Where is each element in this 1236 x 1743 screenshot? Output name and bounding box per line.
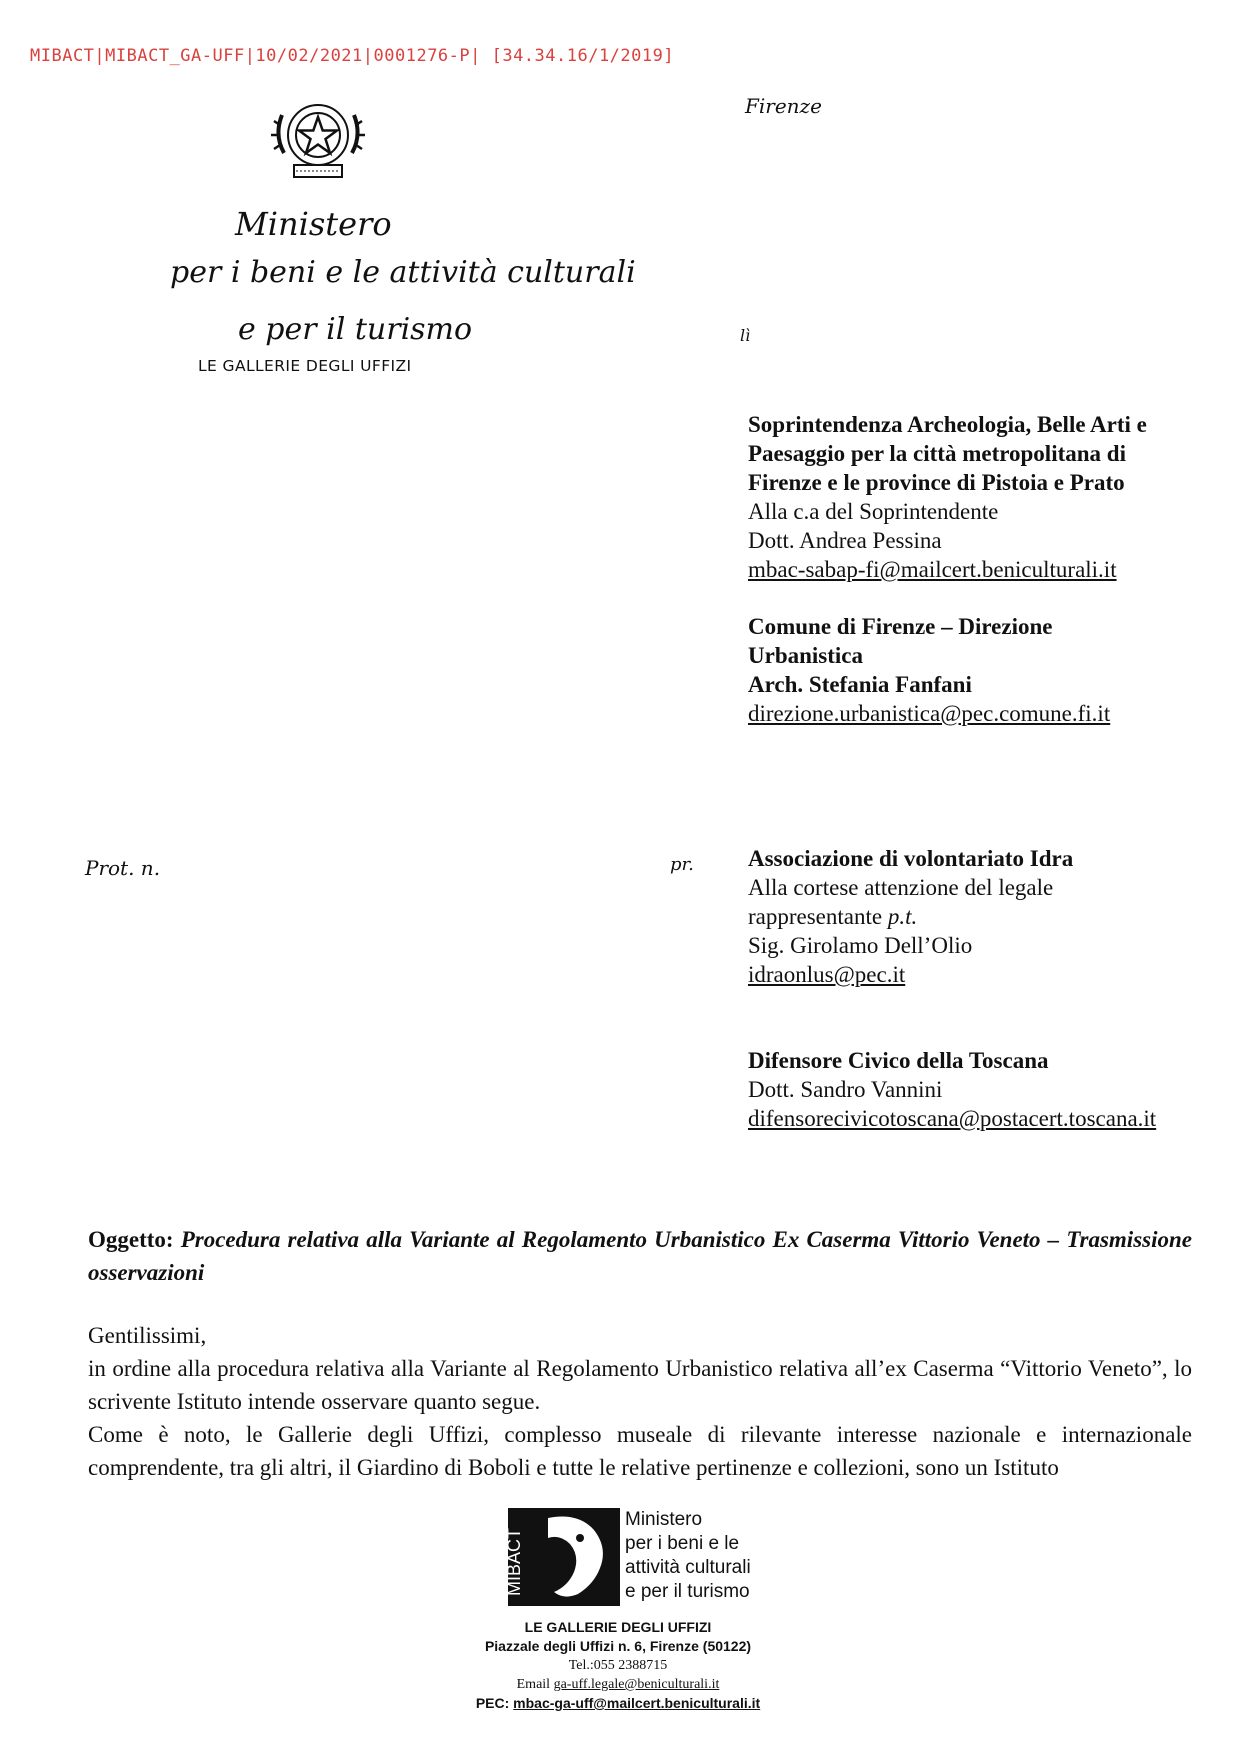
footer-email-label: Email (516, 1677, 554, 1692)
protocol-stamp: MIBACT|MIBACT_GA-UFF|10/02/2021|0001276-P| [34.34.16/1/2019] (30, 46, 675, 66)
pr-mark: pr. (670, 854, 694, 875)
footer-ministry (625, 1508, 751, 1604)
recipient-name-line: Paesaggio per la città metropolitana di (748, 441, 1126, 466)
footer-email-line (360, 1675, 876, 1694)
recipient-soprintendenza (748, 410, 1218, 584)
footer-ministry-line: Ministero (625, 1509, 703, 1530)
letter-body (88, 1223, 1192, 1484)
recipient-name-line: Comune di Firenze – Direzione (748, 614, 1053, 639)
recipient-email[interactable]: idraonlus@pec.it (748, 962, 906, 987)
footer-ministry-line: attività culturali (625, 1557, 751, 1578)
recipient-name-line: Arch. Stefania Fanfani (748, 672, 972, 697)
footer-address-block (360, 1618, 876, 1713)
recipient-name-line: Soprintendenza Archeologia, Belle Arti e (748, 412, 1147, 437)
recipient-name-line: Urbanistica (748, 643, 863, 668)
footer-tel: Tel.:055 2388715 (568, 1658, 668, 1673)
footer-logo-text: MIBACT (504, 1527, 524, 1596)
footer-email[interactable]: ga-uff.legale@beniculturali.it (553, 1677, 720, 1692)
recipient-name: Difensore Civico della Toscana (748, 1048, 1049, 1073)
recipient-email[interactable]: mbac-sabap-fi@mailcert.beniculturali.it (748, 557, 1117, 582)
subject-line (88, 1223, 1192, 1289)
paragraph-1: in ordine alla procedura relativa alla Variante al Regolamento Urbanistico relativa all’ex Caserma “Vittorio Veneto”, lo scrivente Istituto intende osservare quanto segue. (88, 1356, 1192, 1414)
ministry-line-1: Ministero (235, 205, 392, 243)
recipient-person: Dott. Sandro Vannini (748, 1077, 943, 1102)
greeting: Gentilissimi, (88, 1323, 207, 1348)
recipient-attention-2 (748, 902, 1073, 931)
mibact-logo-icon (504, 1508, 620, 1606)
attention-prefix: rappresentante (748, 904, 888, 929)
protocol-number-mark: Prot. n. (85, 856, 161, 880)
footer-pec-label: PEC: (475, 1695, 514, 1711)
footer-pec-line (360, 1694, 876, 1713)
recipient-person: Sig. Girolamo Dell’Olio (748, 933, 973, 958)
ministry-line-2: per i beni e le attività culturali (170, 255, 636, 290)
date-mark: lì (740, 326, 751, 345)
recipient-idra (748, 844, 1073, 989)
recipient-comune (748, 612, 1218, 728)
recipient-email[interactable]: direzione.urbanistica@pec.comune.fi.it (748, 701, 1111, 726)
recipients (748, 410, 1218, 1131)
recipient-email[interactable]: difensorecivicotoscana@postacert.toscana.it (748, 1106, 1157, 1131)
ministry-line-3: e per il turismo (238, 312, 473, 347)
recipient-person: Dott. Andrea Pessina (748, 528, 942, 553)
recipient-attention: Alla c.a del Soprintendente (748, 499, 999, 524)
footer-institute: LE GALLERIE DEGLI UFFIZI (524, 1619, 712, 1635)
recipient-difensore (748, 1046, 1156, 1133)
recipient-name-line: Firenze e le province di Pistoia e Prato (748, 470, 1125, 495)
footer-pec[interactable]: mbac-ga-uff@mailcert.beniculturali.it (513, 1695, 761, 1711)
attention-abbrev: p.t. (887, 904, 918, 929)
institute-name: LE GALLERIE DEGLI UFFIZI (198, 357, 412, 375)
subject-label: Oggetto: (88, 1227, 174, 1252)
paragraph-2: Come è noto, le Gallerie degli Uffizi, complesso museale di rilevante interesse nazionale e internazionale comprendente, tra gli altri, il Giardino di Boboli e tutte le relative pertinenze e collezioni, sono un Istituto (88, 1422, 1192, 1480)
recipient-attention: Alla cortese attenzione del legale (748, 875, 1054, 900)
recipient-name: Associazione di volontariato Idra (748, 846, 1074, 871)
place-mark: Firenze (745, 94, 822, 118)
footer-ministry-line: per i beni e le (625, 1533, 740, 1554)
footer-address: Piazzale degli Uffizi n. 6, Firenze (50122) (484, 1638, 752, 1654)
italian-republic-emblem-icon (266, 95, 370, 185)
subject-text: Procedura relativa alla Variante al Regolamento Urbanistico Ex Caserma Vittorio Veneto – Trasmissione osservazioni (88, 1227, 1192, 1285)
footer-ministry-line: e per il turismo (625, 1581, 750, 1602)
